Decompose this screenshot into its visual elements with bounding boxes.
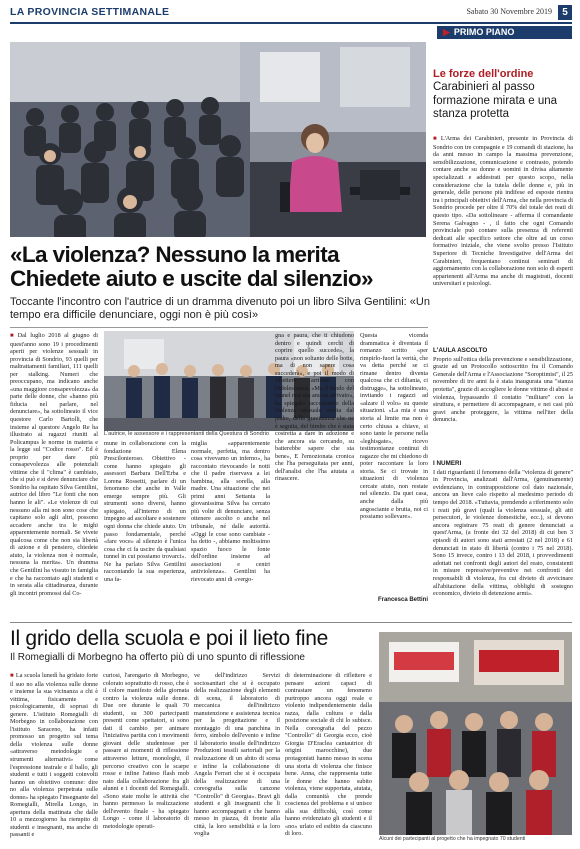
numeri-text: I dati riguardanti il fenomeno della "violenza di genere" in Provincia, analizzati dall'Arma, (genuinamente) evidenziano, in contrapposizione col dato nazionale, ancora un lieve calo rispetto al medesimo periodo di tempo del 2018. «Tuttavia, prendendo a riferimento solo i reati più gravi (quali la violenza sessuale, gli atti persecutori, le violenze domestiche, ecc.), si devono ancora registrare 75 reati di genere denunciati a quest'Arma, (a fronte dei 32 del 2018) di cui ben 3 episodi di autori sono stati arrestati (2 nel 2018) e 61 denunciati in stato di libertà (contro i 75 nel 2018). Sono 15 invece, contro i 13 del 2018, i provvedimenti adottati nei confronti degli autori del reato, consistenti in misure repressive/preventive nei confronti dei responsabili di violenza, fra cui divieto di avvicinare all'abitazione della vittima, obblighi di sostegno economico, divieto di detenzione armi». xyxy=(433,468,573,598)
triangle-icon: ▶ xyxy=(443,27,450,37)
issue-date: Sabato 30 Novembre 2019 xyxy=(466,7,552,16)
article2-text: di determinazione di riflettere e pensare azioni capaci di contrastare un fenomeno purtroppo ancora oggi reale e violento indipendentemente dalla razza, dalla cultura e dalla posizione sociale di chi lo subisce. Nella coreografia del pezzo "Controllo" di Georgia ecco, cioè Giorgia D'Eraclea cantautrice di origini marocchine), due protagonisti hanno messo in scena una storia di violenza che finisce bene. Anna, che rappresenta tutte le donne che hanno subito violenza, viene supportata, aiutata, dalla comunità che prende coscienza del problema e si unisce alla sua difficoltà, così come hanno evidenziato gli studenti e il «no» urlato ed esibito da ciascuno di loro. xyxy=(285,672,372,838)
section-label: PRIMO PIANO xyxy=(453,27,515,37)
article-column xyxy=(10,332,98,615)
article-text: Dal luglio 2018 al giugno di quest'anno sono 19 i procedimenti aperti per violenze sessuali in provincia di Sondrio, 93 quelli per maltrattamenti familiari, 111 quelli per stalking. Numeri che preoccupano, ma indicano anche «una maggiore consapevolezza» da parte delle donne, che «hanno più fiducia nel parlare, nel denunciare», ha sottolineato il vice questore Carlo Bartolli, che insieme al questore Angelo Re ha illustrato ai ragazzi riuniti al Policampus le norme in materia e la legge sul "Codice rosso". Ed è proprio per dare più consapevolezza alle potenziali vittime che il "clima" è cambiato, che si può e si deve denunciare che Sondrio ha ospitato Silva Gentilini, autrice del libro "Le fonti che non hanno le ali". «Le violenze di cui nessuno alla mi non sono cose che capitano solo agli altri, possono accadere anche tra le mighi apparentemente normali. Se vivete qualcosa come che non sia libertà di azione e di pensiero, chiedete aiuto, la violenza non è normale, nessuna la merita». Un dramma che Gentilini ha vissuto in famiglia e che ha raccontato agli studenti e in serata alla cittadinanza, durante gli incontri promossi dal Co- xyxy=(10,332,98,597)
article-text: mune in collaborazione con la fondazione Elena Prescilonieroso. Obiettivo - come hanno spiegato gli assessori Barbara Dell'Erba e Lorena Rossetti, parlare di un fenomeno che anche in Valle emerge sempre più. Gli strumenti sono diversi, hanno spiegato, all'interno di un impegno ad ascoltare e sostenere ogni donna che chiede aiuto. Un passo fondamentale, perché «fare voce» al silenzio è l'unica cosa che ci fa uscire da qualsiasi tunnel in cui possiamo trovarci». Ne ha parlato Silva Gentilini raccontando la sua esperienza, una fa- xyxy=(104,440,186,583)
article-column xyxy=(275,332,354,615)
students-photo xyxy=(379,632,572,835)
sidebar-title: Carabinieri al passo formazione mirata e una stanza protetta xyxy=(433,81,558,120)
article2-subhead: Il Romegialli di Morbegno ha offerto più di uno spunto di riflessione xyxy=(10,652,305,663)
section-divider xyxy=(10,622,572,623)
sidebar-header xyxy=(433,68,573,122)
article2-column xyxy=(10,672,98,844)
article-text: gna e paura, che ti chiudono dentro e quindi cerchi di coprire quello succede», la paura «non soltanto delle botte, ma di non sapere cosa succederà», e poi il modo di riflettere arrivato con l'adolescenza. «Ma il fondo del tunnel non era ancora arrivato», ha spiegato raccontando della violenza sessuale subita dal padre, della gravidanza che ne è seguita, del bimbo che è stata costretta a dare in adozione e che ancora sta cercando, su batterebbe sapere che sta bene», E l'emozionata cronica che l'ha perseguitata per anni, dell'analisi che l'ha aiutata a rinascere. xyxy=(275,332,354,483)
masthead xyxy=(10,4,572,24)
section-tag xyxy=(437,26,572,39)
audience-photo-drawing xyxy=(10,42,426,237)
article2-column xyxy=(194,672,280,844)
article2-text: ve dell'indirizzo Servizi sociosanitari che si è occupato della realizzazione degli elementi di scena, il laboratorio di meccanica dell'indirizzo manutenzione e assistenza tecnica per la progettazione e il montaggio di una panchina in ferro, simbolo dell'evento e infine il laboratorio tessile dell'indirizzo Produzioni tessili sartoriali per la realizzazione di un abito di scena e infine la collaborazione di Angela Ferrari che si è occupata della realizzazione di una coreografia sulla canzone "Controllo" di Georgia». Bravi gli studenti e gli insegnanti che li hanno accompagnati e che hanno messo in piazza, di fronte alla città, la loro sensibilità e la loro voglia xyxy=(194,672,280,838)
sidebar-text: L'Arma dei Carabinieri, presente in Provincia di Sondrio con tre compagnie e 19 comandi di stazione, ha da anni messo in campo la massima prevenzione, sensibilizzazione, comunicazione e contrasto, potendo contare anche su donne e uomini in divisa altamente specializzati e addestrati per questo scopo, nella considerazione che la tutela delle donne e, più in generale, delle persone più indifese ed esposte rientra tra i principali obiettivi dell'Arma, che nella provincia di Sondrio procede per oltre il 70% del totale dei reati di questo tipo. «Da sottolineare - afferma il comandante Serena Galvagno - , il fatto che ogni Comando provinciale può contare sulla presenza di referenti dedicati alle specifico settore che oltre ad un corso formativo iniziale, che viene svolto presso l'Istituto Superiore di Tecniche Investigative dell'Arma dei Carabinieri, frequentano continui seminari di aggiornamento con la collaborazione non solo di esperti appartenenti all'Arma ma anche di magistrati, docenti universitari e psicologi. xyxy=(433,135,573,288)
bullet-square-icon: ■ xyxy=(10,673,14,679)
article2-column xyxy=(103,672,189,844)
students-photo-drawing xyxy=(379,632,572,835)
main-photo xyxy=(10,42,426,237)
sidebar-kicker: Le forze dell'ordine xyxy=(433,68,534,80)
article-column xyxy=(104,440,186,615)
article-text: miglia «apparentemente normale, perfetta, ma dentro cosa vivevamo un inferno», ha raccontato rievocando le notti che il padre riservava a lei bambina, alla sorella, alla madre. Una situazione che nei primi anni Settanta la giovanissima Silva ha cercato più volte di denunciare, senza ottenere ascolto o anche nel tribunale, né dalle autorità. «Oggi le cose sono cambiate - ha detto -, abbiamo moltissimo spazio fuoco le fonte dell'ordine insieme ad associazioni e centri antiviolenza». Gentilini ha rievocato anni di «vergo- xyxy=(191,440,270,583)
page-number: 5 xyxy=(558,5,572,20)
article-headline: «La violenza? Nessuno la merita Chiedete aiuto e uscite dal silenzio» xyxy=(10,242,373,291)
bullet-square-icon: ■ xyxy=(433,136,439,142)
newspaper-name: LA PROVINCIA SETTIMANALE xyxy=(10,6,170,18)
aula-text: Proprio sull'ottica della prevenzione e sensibilizzazione, grazie ad un Protocollo sottoscritto fra il Comando Generale dell'Arma e l'Associazione "Soroptimist", il 25 novembre di tre anni fa è stata inaugurata una "stanza protetta", grazie di accogliere le donne vittime di abusi e violenza, bypassando il contatto "militare" con la struttura, e permettere di accompagnare, e nei casi più gravi anche proteggere, la vittima nell'iter della denuncia. xyxy=(433,355,573,424)
sidebar-aula-section xyxy=(433,345,573,455)
article-column xyxy=(360,332,428,592)
sidebar-body xyxy=(433,135,573,345)
article2-text: La scuola lunedì ha gridato forte il suo no alla violenza sulle donne e insieme la sua vicinanza a chi è vittima, fisicamente e psicologicamente, di soprusi di genere. L'istituto Romegialli di Morbegno in collaborazione con l'istituto Saraceno, ha infatti promosso un progetto sul tema della violenza sulle donne «attraverso metodologie e strumenti alternativi» come l'espressione teatrale e il ballo, gli studenti e tutti i soggetti coinvolti hanno un obiettivo comune: dire no alla violenza perpetrata sulle donne» ha spiegato l'insegnante del Romegialli, Mirella Longo, in apertura della mattinata che dalle 10 a mezzogiorno ha riempito di studenti e insegnanti, ma anche di passanti e xyxy=(10,672,98,839)
photo-caption: L'autrice, le assessore e i rappresentanti della Questura di Sondrio xyxy=(104,431,269,437)
photo-caption: Alcuni dei partecipanti al progetto che ha impegnato 70 studenti xyxy=(379,836,526,842)
aula-heading: L'AULA ASCOLTO xyxy=(433,347,488,354)
article-text: Questa vicenda drammatica è diventata il romanzo scritto «per rimpirlo-fuori la verità, che va detta perché se ci rimane dentro diventa qualcosa che ci diliania, ci distrugge», ha sottolineato, invitando i ragazzi ad «alzare il volo» su queste situazioni. «La mia è una storia al limite ma non è certo chiusa a chiave, si sono tante le persone nella «leghisgate», ricevo testimonianze continui di ragazze che mi chiedono di poter raccontare la loro storia. Se ci trovate in situazioni di violenza cercate aiuto, non restate nel silenzio. Da quei casa, anche dalla più angosciante e brutta, noi ci possiamo sollevare». xyxy=(360,332,428,521)
bullet-square-icon: ■ xyxy=(10,333,16,339)
article-subhead: Toccante l'incontro con l'autrice di un dramma divenuto poi un libro Silva Gentilini: «Un tempo era difficile denunciare, oggi non è più così» xyxy=(10,296,430,321)
article-byline: Francesca Bettini xyxy=(377,597,428,603)
article2-column xyxy=(285,672,372,844)
divider xyxy=(10,327,428,328)
numeri-heading: I NUMERI xyxy=(433,460,462,467)
article2-text: curiosi, l'arengario di Morbegno, colorato soprattutto di rosso, che è il colore manifesto della giornata contro la violenza sulle donne. Due ore durante le quali 70 studenti, su 300 partecipanti presenti come spettatori, si sono dati il cambio per animare l'iniziativa partita con i movimenti giovani delle studentesse per passare ai momenti di riflessione attraverso letture, monologhi, il percorso creativo con le scarpe rosse e infine l'atteso flash mob nato dalla collaborazione fra gli alunni e i docenti del Romegialli. «Sono state molte le attività che hanno permesso la realizzazione dell'evento finale - ha spiegato Longo - come il laboratorio di metodologie operati- xyxy=(103,672,189,830)
article-column xyxy=(191,440,270,615)
article2-headline: Il grido della scuola e poi il lieto fine xyxy=(10,627,329,650)
sidebar-numeri-section xyxy=(433,458,573,618)
